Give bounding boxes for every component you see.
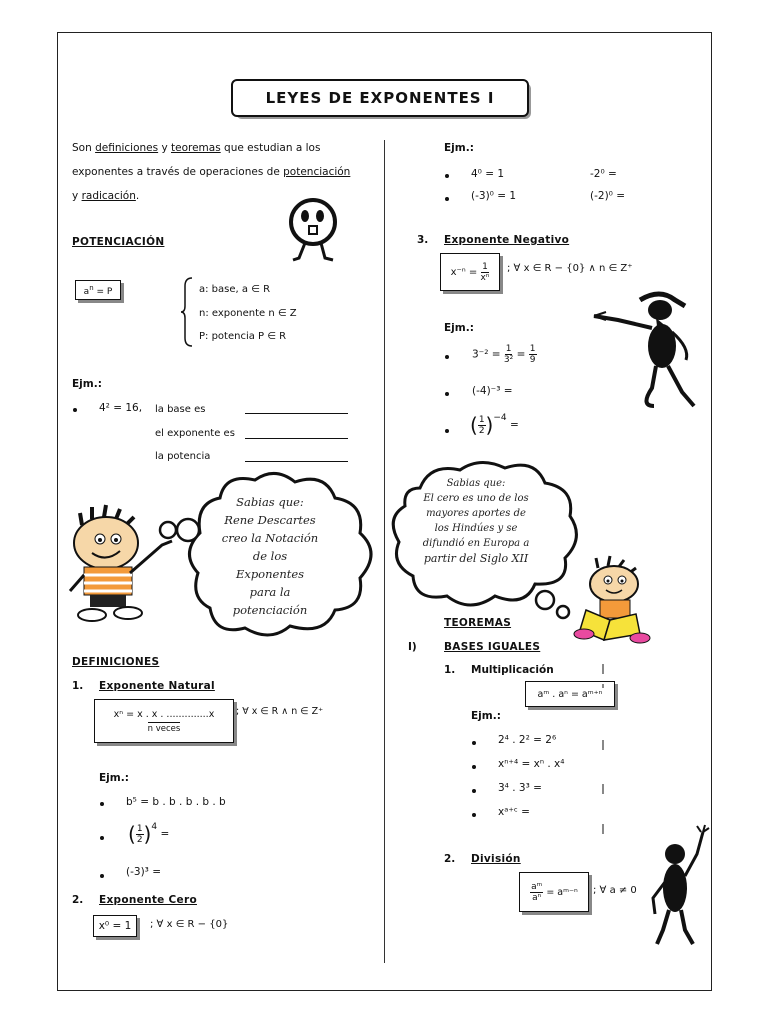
zero-example-4: (-2)⁰ = — [590, 190, 626, 202]
kid-reading-icon — [570, 558, 660, 646]
division-title: División — [471, 853, 521, 865]
waving-stick-figure-icon — [645, 826, 710, 952]
exponente-natural-cond: ; ∀ x ∈ R ∧ n ∈ Z⁺ — [236, 706, 324, 717]
bullet — [472, 813, 476, 817]
zero-example-2: -2⁰ = — [590, 168, 617, 180]
pointing-stick-figure-icon — [590, 288, 715, 413]
definiciones-heading: DEFINICIONES — [72, 656, 160, 668]
pot-ex-base: la base es — [155, 404, 206, 415]
teo-number-2: 2. — [444, 853, 456, 865]
answer-line-base[interactable] — [245, 413, 348, 414]
exponente-natural-title: Exponente Natural — [99, 680, 215, 692]
bullet — [445, 355, 449, 359]
potencia-formula-box: $a^n = P$ — [75, 280, 121, 300]
def-example-3: (-3)³ = — [126, 866, 162, 878]
intro-line-2: exponentes a través de operaciones de potenciación — [72, 166, 351, 178]
curly-brace — [180, 276, 194, 348]
boy-cartoon-icon — [62, 505, 182, 623]
teoremas-roman-1: I) — [408, 641, 417, 653]
mult-example-1: 2⁴ . 2² = 2⁶ — [498, 734, 557, 746]
mult-example-2: xⁿ⁺⁴ = xⁿ . x⁴ — [498, 758, 565, 770]
def-ejm-label: Ejm.: — [99, 772, 129, 784]
mult-example-3: 3⁴ . 3³ = — [498, 782, 542, 794]
zero-example-1: 4⁰ = 1 — [471, 168, 505, 180]
bullet — [445, 392, 449, 396]
multiplicacion-title: Multiplicación — [471, 664, 554, 676]
surprised-face-icon — [285, 196, 345, 266]
neg-ejm-label: Ejm.: — [444, 322, 474, 334]
exponente-natural-box: xⁿ = x . x . ..............x n veces — [94, 699, 234, 743]
exponente-cero-cond: ; ∀ x ∈ R − {0} — [150, 919, 229, 930]
bullet — [100, 874, 104, 878]
pot-item-exponente: n: exponente n ∈ Z — [199, 308, 297, 319]
division-cond: ; ∀ a ≠ 0 — [593, 885, 637, 896]
bullet — [100, 802, 104, 806]
cloud-left-text: Sabias que: Rene Descartes creo la Notación de los Exponentes para la — [221, 495, 319, 599]
pot-item-base: a: base, a ∈ R — [199, 284, 271, 295]
def-number-3: 3. — [417, 234, 429, 246]
page-title: LEYES DE EXPONENTES I — [231, 79, 529, 117]
right-ejm-label: Ejm.: — [444, 142, 474, 154]
cloud-right-text: Sabias que: El cero es uno de los mayores aportes de los Hindúes y se difundió en Europa a partir del Siglo XII — [422, 478, 530, 565]
exponente-cero-box: x⁰ = 1 — [93, 915, 137, 937]
bullet — [445, 174, 449, 178]
teoremas-heading: TEOREMAS — [444, 617, 512, 629]
neg-example-3: ( $\frac{1}{2}$ )$^{-4}$ = — [470, 413, 519, 437]
bullet — [472, 741, 476, 745]
exponente-negativo-cond: ; ∀ x ∈ R − {0} ∧ n ∈ Z⁺ — [507, 263, 633, 274]
answer-line-potencia[interactable] — [245, 461, 348, 462]
pot-ex-exponente: el exponente es — [155, 428, 235, 439]
def-example-2: ( $\frac{1}{2}$ )$^4$ = — [128, 822, 170, 846]
neg-example-2: (-4)⁻³ = — [472, 385, 513, 397]
multiplicacion-formula-box: aᵐ . aⁿ = aᵐ⁺ⁿ — [525, 681, 615, 707]
pot-item-potencia: P: potencia P ∈ R — [199, 331, 287, 342]
answer-line-exponente[interactable] — [245, 438, 348, 439]
bullet — [100, 836, 104, 840]
potenciacion-heading: POTENCIACIÓN — [72, 236, 165, 248]
dashed-guide — [600, 664, 606, 839]
def-number-2: 2. — [72, 894, 84, 906]
exponente-negativo-box: x⁻ⁿ = $\frac{1}{\text{xⁿ}}$ — [440, 253, 500, 291]
pot-example-expr: 4² = 16, — [99, 402, 143, 414]
intro-line-1: Son definiciones y teoremas que estudian a los — [72, 142, 321, 154]
bullet — [472, 765, 476, 769]
mult-example-4: xᵃ⁺ᶜ = — [498, 806, 530, 818]
zero-example-3: (-3)⁰ = 1 — [471, 190, 517, 202]
mult-ejm-label: Ejm.: — [471, 710, 501, 722]
pot-ejm-label: Ejm.: — [72, 378, 102, 390]
def-number-1: 1. — [72, 680, 84, 692]
intro-line-3: y radicación. — [72, 190, 140, 202]
division-formula-box: $\frac{\text{aᵐ}}{\text{aⁿ}}$ = aᵐ⁻ⁿ — [519, 872, 589, 912]
def-example-1: b⁵ = b . b . b . b . b — [126, 796, 226, 808]
exponente-cero-title: Exponente Cero — [99, 894, 197, 906]
bullet — [472, 789, 476, 793]
teo-number-1: 1. — [444, 664, 456, 676]
bullet — [73, 408, 77, 412]
bullet — [445, 197, 449, 201]
bases-iguales-title: BASES IGUALES — [444, 641, 541, 653]
pot-ex-potencia: la potencia — [155, 451, 211, 462]
neg-example-1: 3⁻² = $\frac{1}{\text{3²}}$ = $\frac{1}{9}$ — [472, 344, 536, 365]
exponente-negativo-title: Exponente Negativo — [444, 234, 570, 246]
bullet — [445, 429, 449, 433]
